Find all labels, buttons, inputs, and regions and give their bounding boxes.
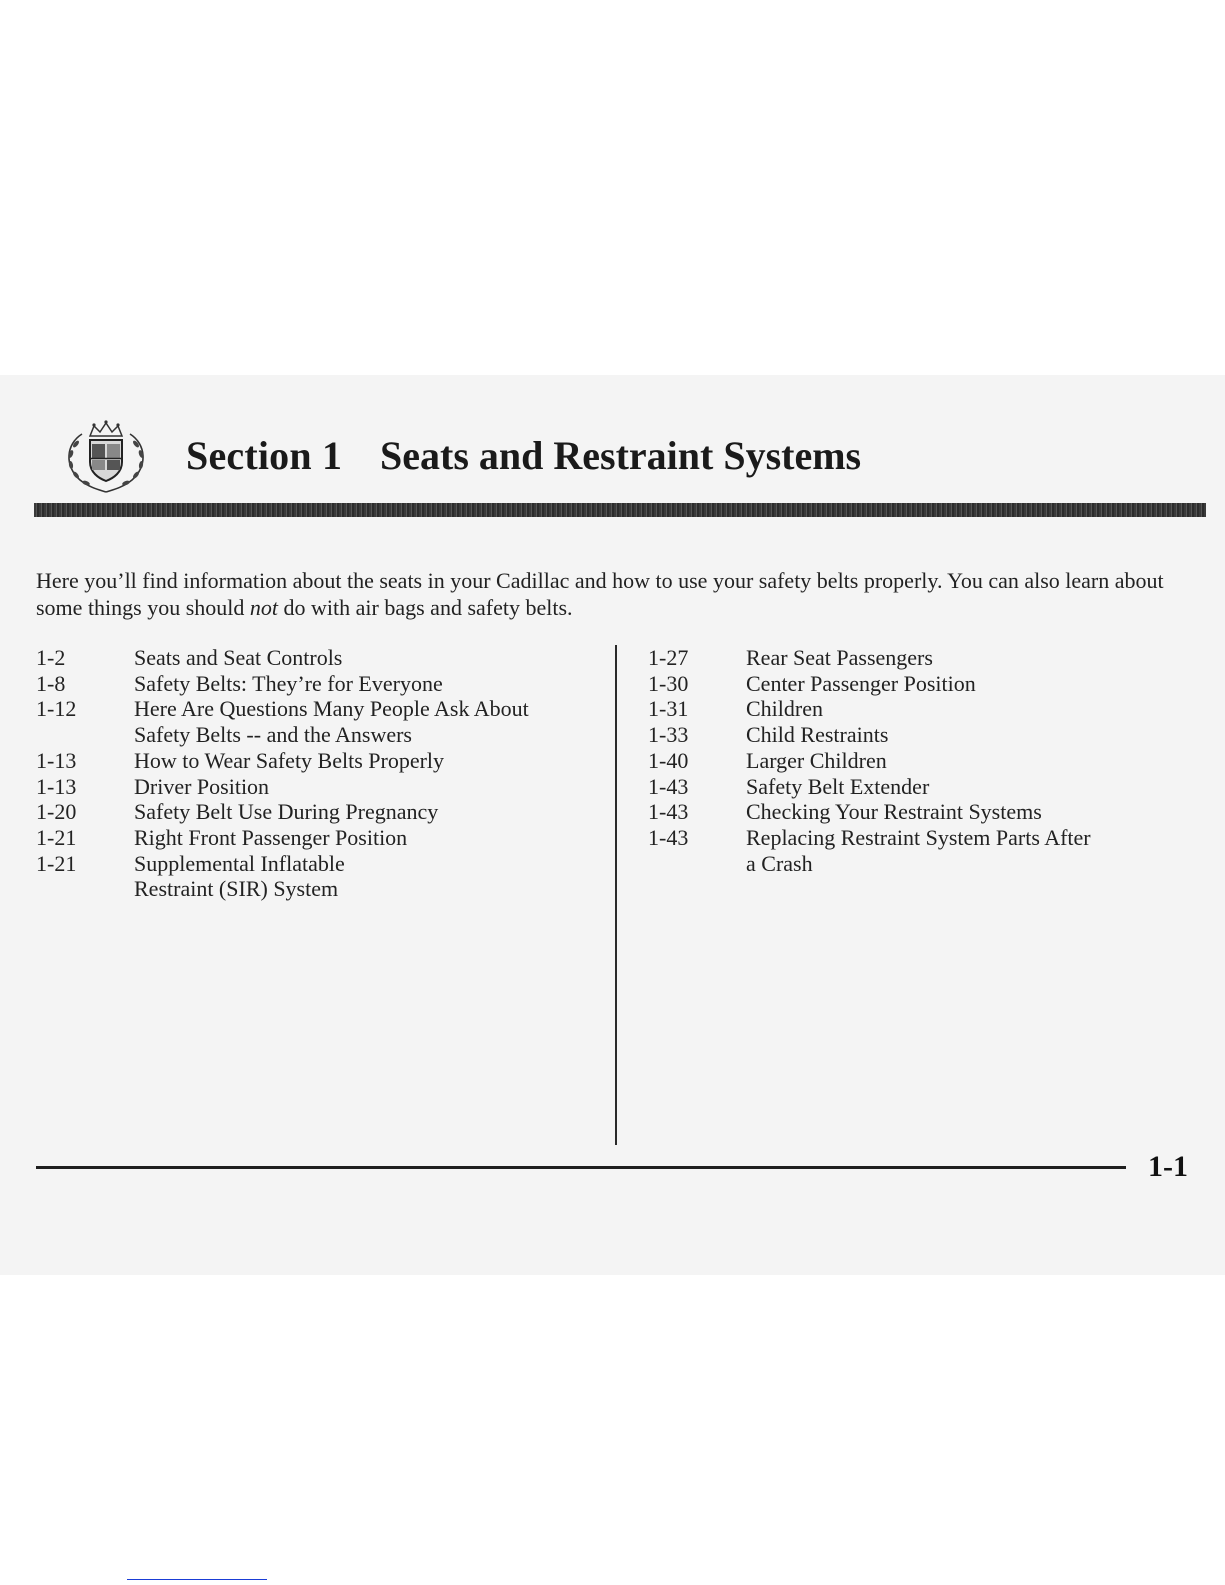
toc-left-column [36, 645, 616, 902]
page-number: 1-1 [1148, 1150, 1188, 1183]
intro-emphasis: not [249, 595, 279, 620]
footer-rule [36, 1166, 1126, 1169]
header-divider-bar [34, 503, 1206, 517]
section-title: Seats and Restraint Systems [380, 433, 862, 478]
toc-entry[interactable] [648, 748, 1208, 774]
toc-entry[interactable] [36, 671, 616, 697]
toc-entry[interactable] [648, 799, 1208, 825]
toc-title: Driver Position [134, 773, 270, 799]
toc-title: Children [746, 696, 823, 722]
intro-paragraph [36, 567, 1206, 621]
toc-title: Supplemental Inflatable Restraint (SIR) System [134, 850, 345, 902]
toc-title: Larger Children [746, 747, 887, 773]
toc-page-number: 1-8 [36, 670, 66, 696]
toc-entry[interactable] [648, 696, 1208, 722]
toc-entry[interactable] [36, 799, 616, 825]
toc-page-number: 1-27 [648, 645, 689, 670]
toc-page-number: 1-20 [36, 799, 77, 825]
toc-entry[interactable] [36, 851, 616, 902]
toc-title: Here Are Questions Many People Ask About Safety Belts -- and the Answers [134, 696, 529, 748]
toc-entry[interactable] [36, 774, 616, 800]
toc-title: Safety Belts: They’re for Everyone [134, 670, 443, 696]
bottom-link-underline[interactable] [127, 1579, 267, 1580]
toc-entry[interactable] [648, 825, 1208, 876]
toc-title: Right Front Passenger Position [134, 824, 408, 850]
toc-entry[interactable] [36, 645, 616, 671]
toc-title: Child Restraints [746, 722, 889, 748]
toc-page-number: 1-43 [648, 799, 689, 825]
toc-title: Checking Your Restraint Systems [746, 799, 1042, 825]
toc-page-number: 1-12 [36, 696, 77, 722]
toc-page-number: 1-30 [648, 670, 689, 696]
toc-page-number: 1-43 [648, 824, 689, 850]
toc-entry[interactable] [648, 645, 1208, 671]
toc-title: How to Wear Safety Belts Properly [134, 747, 445, 773]
toc-entry[interactable] [648, 774, 1208, 800]
toc-entry[interactable] [648, 722, 1208, 748]
toc-page-number: 1-31 [648, 696, 689, 722]
intro-text-end: do with air bags and safety belts. [278, 595, 573, 620]
toc-title: Safety Belt Use During Pregnancy [134, 799, 439, 825]
toc-page-number: 1-21 [36, 850, 77, 876]
toc-right-column [648, 645, 1208, 876]
toc-title: Center Passenger Position [746, 670, 976, 696]
toc-entry[interactable] [36, 696, 616, 747]
toc-page-number: 1-43 [648, 773, 689, 799]
toc-title: Safety Belt Extender [746, 773, 930, 799]
section-label: Section 1 [186, 433, 343, 478]
cadillac-crest-icon [52, 414, 160, 496]
toc-page-number: 1-33 [648, 722, 689, 748]
intro-text-start: Here you’ll find information about the seats in your Cadillac and how to use your safety belts properly. You can also learn about some things you should [36, 568, 1164, 620]
toc-page-number: 1-40 [648, 747, 689, 773]
column-divider [615, 645, 617, 1145]
toc-page-number: 1-21 [36, 824, 77, 850]
toc-entry[interactable] [648, 671, 1208, 697]
toc-page-number: 1-13 [36, 773, 77, 799]
toc-entry[interactable] [36, 825, 616, 851]
toc-title: Seats and Seat Controls [134, 645, 343, 670]
toc-title: Rear Seat Passengers [746, 645, 933, 670]
toc-page-number: 1-13 [36, 747, 77, 773]
toc-page-number: 1-2 [36, 645, 66, 670]
toc-title: Replacing Restraint System Parts After a Crash [746, 824, 1091, 876]
toc-entry[interactable] [36, 748, 616, 774]
